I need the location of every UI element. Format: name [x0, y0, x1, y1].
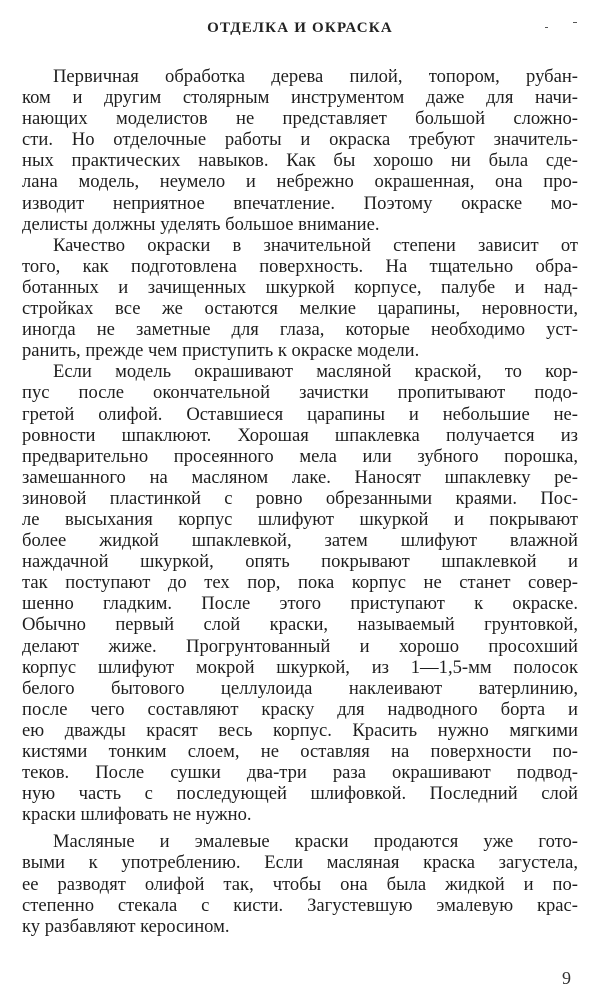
text-line: краски шлифовать не нужно. — [22, 804, 252, 826]
text-line: лана модель, неумело и небрежно окрашенная, она про- — [22, 171, 578, 193]
paragraph-4 — [22, 831, 578, 936]
text-line: так поступают до тех пор, пока корпус не станет совер- — [22, 572, 578, 594]
text-line: делисты должны уделять большое внимание. — [22, 213, 380, 235]
text-line: более жидкой шпаклевкой, затем шлифуют влажной — [22, 530, 578, 552]
text-line: зиновой пластинкой с ровно обрезанными краями. Пос- — [22, 487, 578, 509]
text-line: Обычно первый слой краски, называемый грунтовкой, — [22, 614, 578, 636]
text-line: ранить, прежде чем приступить к окраске модели. — [22, 340, 420, 362]
text-line: ле высыхания корпус шлифуют шкуркой и покрывают — [22, 508, 578, 530]
text-line: после чего составляют краску для надводного борта и — [22, 698, 578, 720]
paragraph-1 — [22, 66, 578, 235]
text-line: степенно стекала с кисти. Загустевшую эмалевую крас- — [22, 894, 578, 916]
text-line: ровности шпаклюют. Хорошая шпаклевка получается из — [22, 424, 578, 446]
text-line: наждачной шкуркой, опять покрывают шпаклевкой и — [22, 551, 578, 573]
text-line: иногда не заметные для глаза, которые необходимо уст- — [22, 319, 578, 341]
text-line: пус после окончательной зачистки пропитывают подо- — [22, 382, 578, 404]
text-line: Если модель окрашивают масляной краской, то кор- — [53, 361, 578, 383]
text-line: корпус шлифуют мокрой шкуркой, из 1—1,5-мм полосок — [22, 656, 578, 678]
text-line: шенно гладким. После этого приступают к окраске. — [22, 593, 578, 615]
text-line: гретой олифой. Оставшиеся царапины и небольшие не- — [22, 403, 578, 425]
page-body — [22, 66, 578, 937]
text-line: изводит неприятное впечатление. Поэтому окраске мо- — [22, 192, 578, 214]
text-line: делают жиже. Прогрунтованный и хорошо просохший — [22, 635, 578, 657]
text-line: ку разбавляют керосином. — [22, 915, 230, 937]
paragraph-3 — [22, 361, 578, 825]
text-line: сти. Но отделочные работы и окраска требуют значитель- — [22, 129, 578, 151]
text-line: ком и другим столярным инструментом даже для начи- — [22, 87, 578, 109]
text-line: белого бытового целлулоида наклеивают ватерлинию, — [22, 677, 578, 699]
paragraph-2 — [22, 235, 578, 362]
text-line: кистями тонким слоем, не оставляя на поверхности по- — [22, 741, 578, 762]
text-line: Первичная обработка дерева пилой, топором, рубан- — [53, 66, 578, 87]
text-line: ную часть с последующей шлифовкой. Последний слой — [22, 783, 578, 805]
page-number: 9 — [562, 968, 571, 988]
text-line: замешанного на масляном лаке. Наносят шпаклевку ре- — [22, 466, 578, 488]
text-line: выми к употреблению. Если масляная краска загустела, — [22, 852, 578, 874]
text-line: ею дважды красят весь корпус. Красить нужно мягкими — [22, 719, 578, 741]
text-line: того, как подготовлена поверхность. На тщательно обра- — [22, 255, 578, 277]
text-line: ных практических навыков. Как бы хорошо ни была сде- — [22, 150, 578, 172]
text-line: нающих моделистов не представляет большой сложно- — [22, 108, 578, 130]
scan-mark — [573, 22, 577, 23]
text-line: стройках все же остаются мелкие царапины, неровности, — [22, 298, 578, 320]
scan-mark — [545, 27, 548, 28]
text-line: Масляные и эмалевые краски продаются уже гото- — [53, 831, 578, 853]
page-title: ОТДЕЛКА И ОКРАСКА — [207, 20, 393, 36]
text-line: ботанных и зачищенных шкуркой корпусе, палубе и над- — [22, 276, 578, 298]
text-line: теков. После сушки два-три раза окрашивают подвод- — [22, 762, 578, 784]
text-line: предварительно просеянного мела или зубного порошка, — [22, 445, 578, 467]
text-line: ее разводят олифой так, чтобы она была жидкой и по- — [22, 873, 578, 895]
text-line: Качество окраски в значительной степени зависит от — [53, 234, 578, 256]
